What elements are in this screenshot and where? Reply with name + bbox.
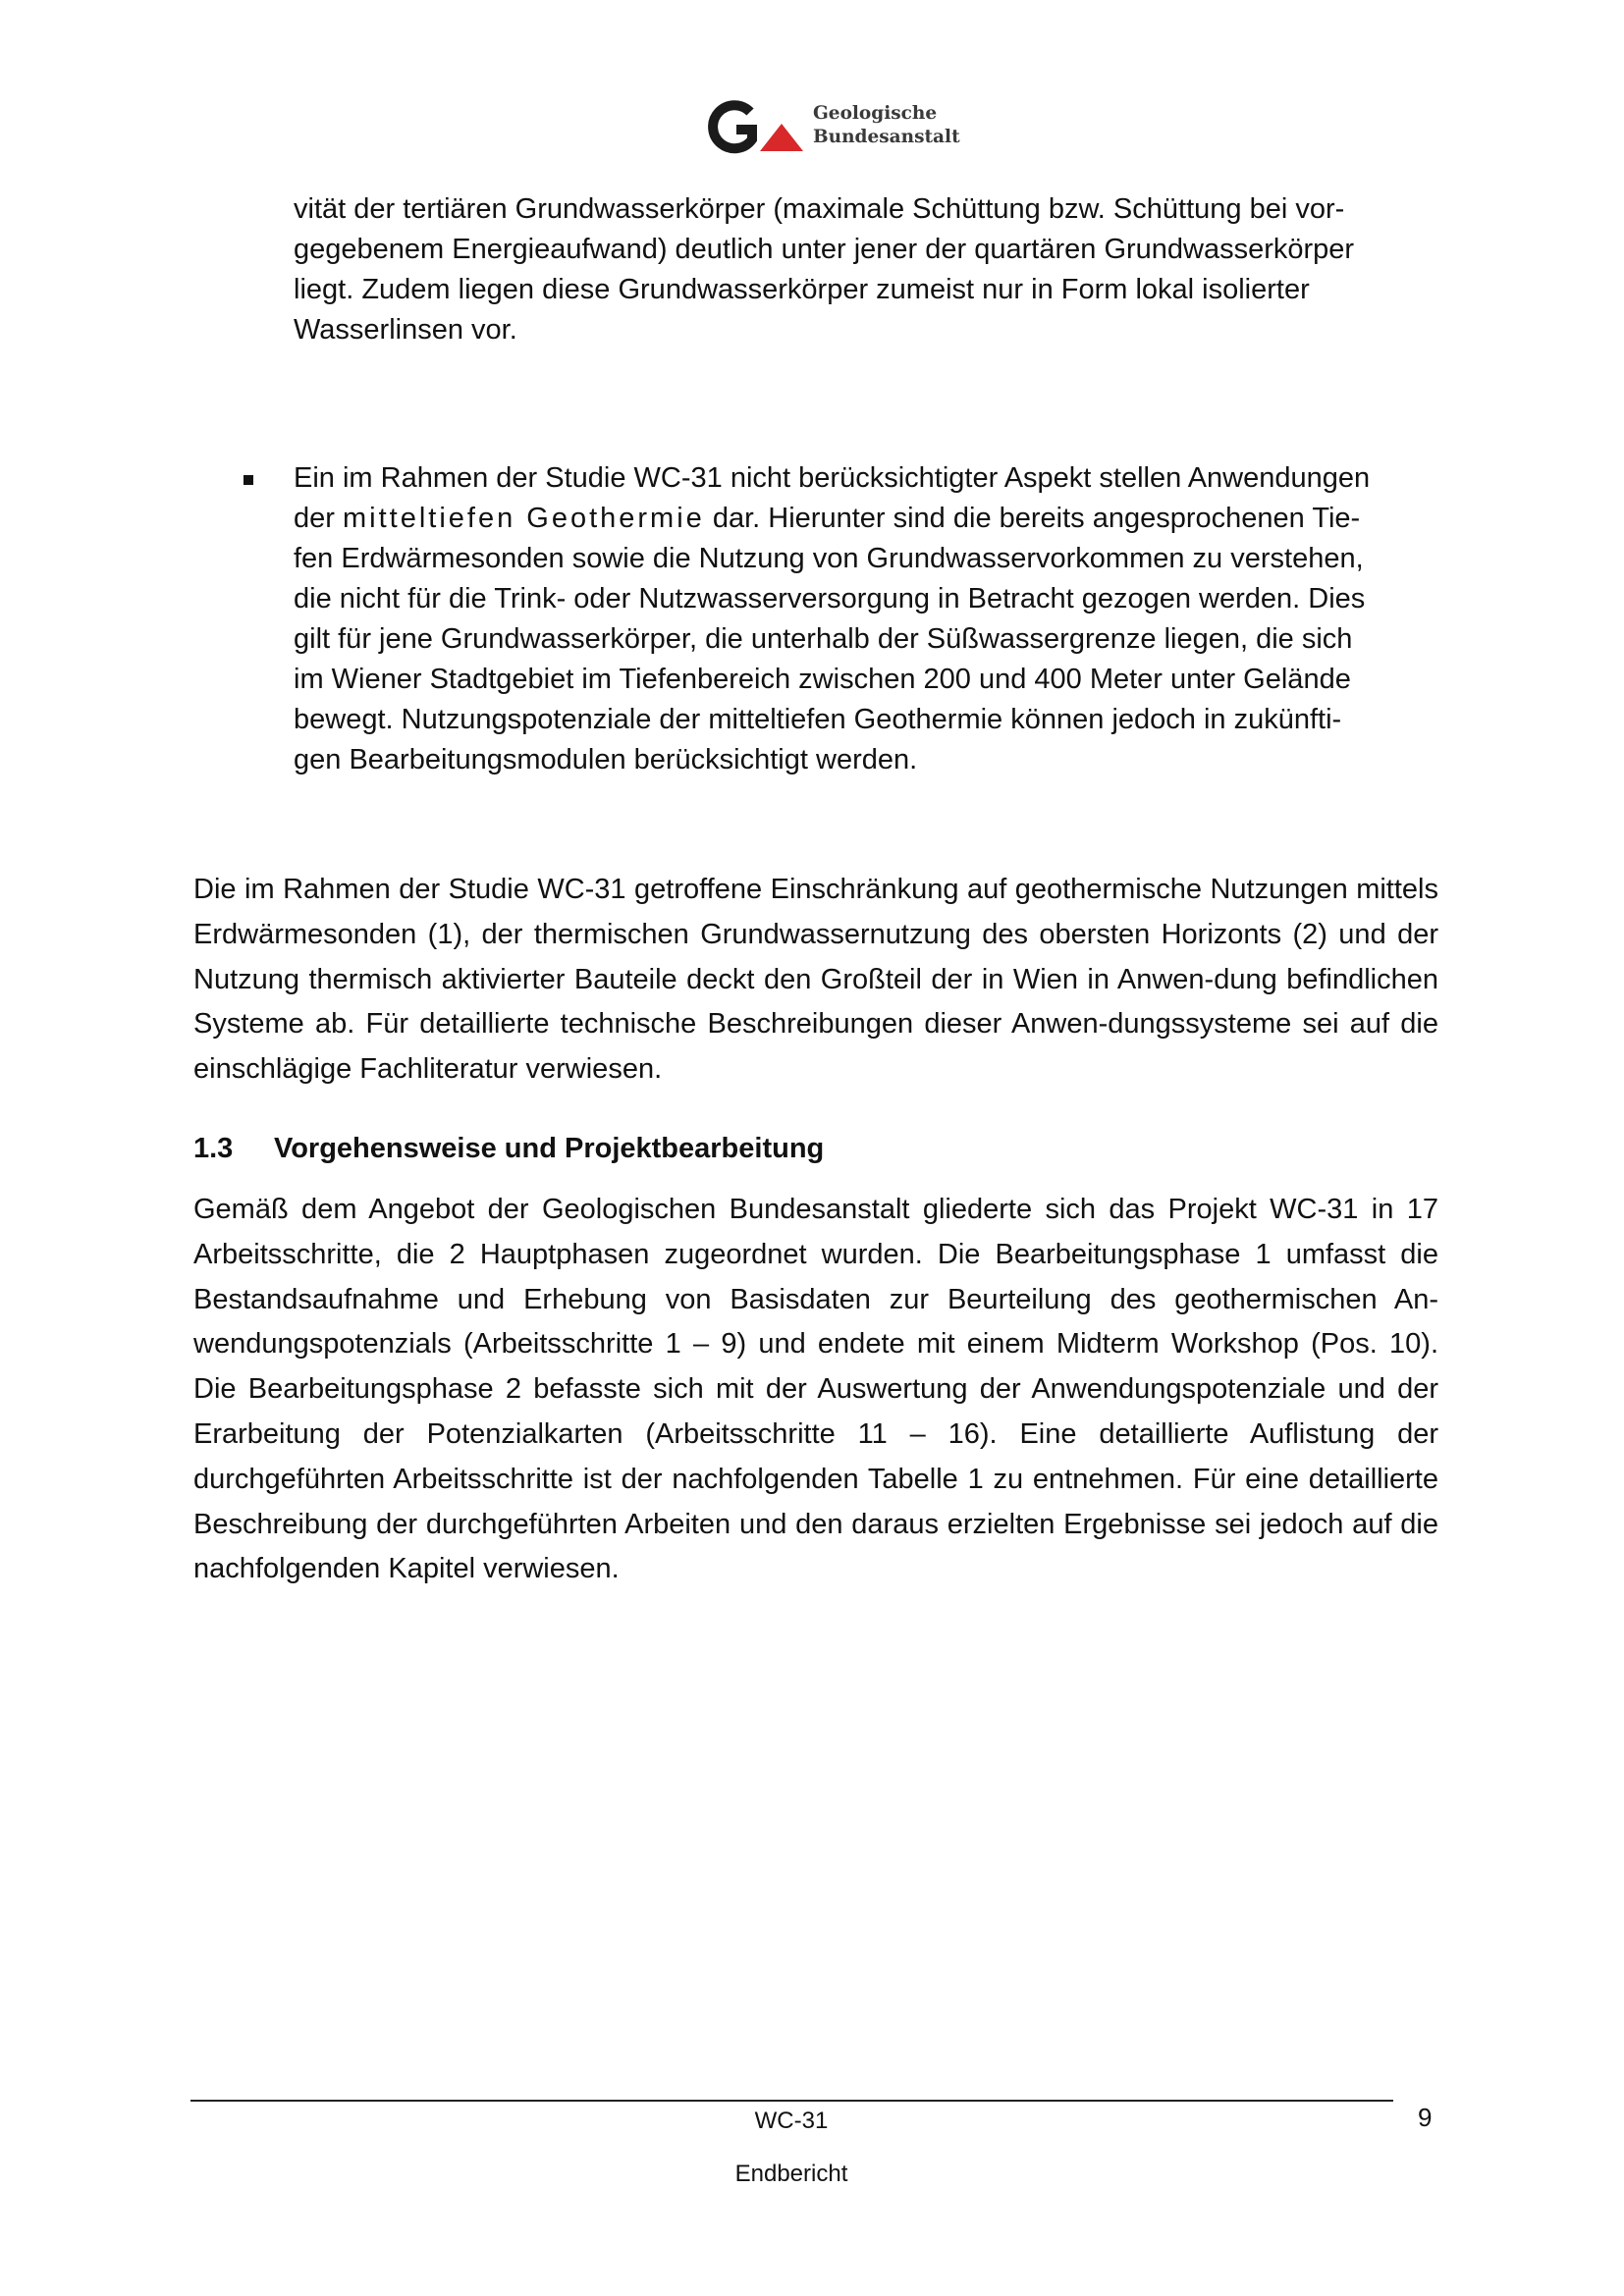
text-line: liegt. Zudem liegen diese Grundwasserkörper zumeist nur in Form lokal isolierter: [294, 274, 1310, 305]
bullet-square-icon: [244, 475, 253, 485]
footer-divider: [190, 2100, 1393, 2102]
text-line: gegebenem Energieaufwand) deutlich unter jener der quartären Grundwasserkörper: [294, 234, 1355, 265]
text-line: vität der tertiären Grundwasserkörper (maximale Schüttung bzw. Schüttung bei vor-: [294, 193, 1345, 225]
footer-report-type: Endbericht: [734, 2161, 848, 2187]
body-paragraph-1: Die im Rahmen der Studie WC-31 getroffene Einschränkung auf geothermische Nutzungen mittels Erdwärmesonden (1), der thermischen Grundwassernutzung des obersten Horizonts (2) und der Nutzung thermisch aktivierter Bauteile deckt den Großteil der in Wien in Anwen-dung befindlichen Systeme ab. Für detaillierte technische Beschreibungen dieser Anwen-dungssysteme sei auf die einschlägige Fachliteratur verwiesen.: [193, 874, 1438, 1086]
text-line: im Wiener Stadtgebiet im Tiefenbereich zwischen 200 und 400 Meter unter Gelände: [294, 664, 1351, 695]
gba-logo: [703, 96, 960, 159]
text-span: dar. Hierunter sind die bereits angesprochenen Tie-: [704, 503, 1361, 534]
footer-page-number: 9: [1418, 2103, 1433, 2132]
text-line: fen Erdwärmesonden sowie die Nutzung von Grundwasservorkommen zu verstehen,: [294, 543, 1364, 574]
section-number: 1.3: [193, 1133, 234, 1164]
text-line: gilt für jene Grundwasserkörper, die unterhalb der Süßwassergrenze liegen, die sich: [294, 623, 1353, 655]
body-paragraph-2: Gemäß dem Angebot der Geologischen Bundesanstalt gliederte sich das Projekt WC-31 in 17 Arbeitsschritte, die 2 Hauptphasen zugeordnet wurden. Die Bearbeitungsphase 1 umfasst die Bestandsaufnahme und Erhebung von Basisdaten zur Beurteilung des geothermischen An-wendungspotenzials (Arbeitsschritte 1 – 9) und endete mit einem Midterm Workshop (Pos. 10). Die Bearbeitungsphase 2 befasste sich mit der Auswertung der Anwendungspotenziale und der Erarbeitung der Potenzialkarten (Arbeitsschritte 11 – 16). Eine detaillierte Auflistung der durchgeführten Arbeitsschritte ist der nachfolgenden Tabelle 1 zu entnehmen. Für eine detaillierte Beschreibung der durchgeführten Arbeiten und den daraus erzielten Ergebnisse sei jedoch auf die nachfolgenden Kapitel verwiesen.: [193, 1194, 1438, 1585]
text-line: Wasserlinsen vor.: [294, 314, 517, 346]
text-span: der: [294, 503, 343, 534]
logo-line-1: Geologische: [813, 103, 938, 124]
continuation-paragraph: [294, 189, 1433, 350]
footer-doc-id: WC-31: [754, 2108, 829, 2134]
text-line: bewegt. Nutzungspotenziale der mitteltiefen Geothermie können jedoch in zukünfti-: [294, 704, 1342, 735]
logo-text: [813, 102, 960, 149]
logo-line-2: Bundesanstalt: [813, 127, 960, 147]
text-line: Ein im Rahmen der Studie WC-31 nicht berücksichtigter Aspekt stellen Anwendungen: [294, 462, 1371, 494]
section-heading: [193, 1129, 824, 1168]
bullet-paragraph: [294, 458, 1433, 780]
text-line: gen Bearbeitungsmodulen berücksichtigt werden.: [294, 744, 918, 775]
text-line: die nicht für die Trink- oder Nutzwasserversorgung in Betracht gezogen werden. Dies: [294, 583, 1366, 614]
text-line: [294, 499, 1433, 539]
emphasized-term: mitteltiefen Geothermie: [342, 503, 705, 534]
gba-logo-icon: [703, 96, 813, 159]
section-title: Vorgehensweise und Projektbearbeitung: [274, 1133, 825, 1164]
